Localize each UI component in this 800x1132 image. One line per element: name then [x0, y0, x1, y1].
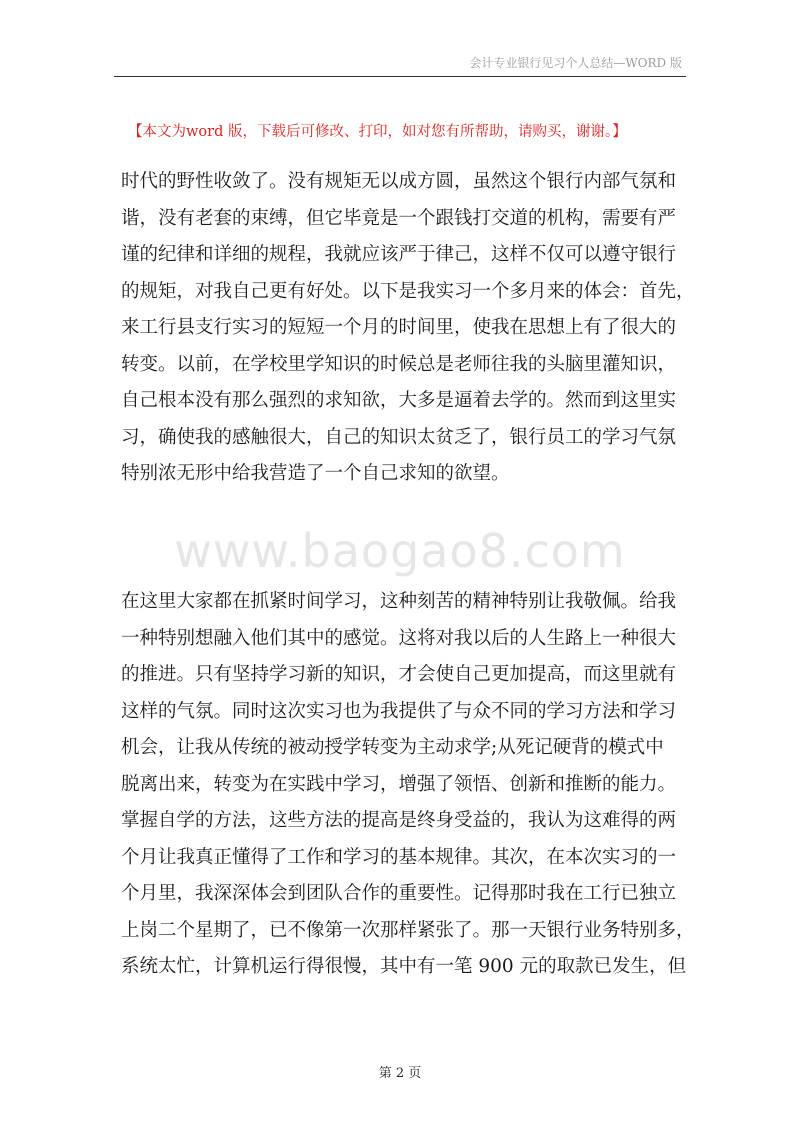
download-notice: 【本文为word 版，下载后可修改、打印，如对您有所帮助，请购买，谢谢。】: [128, 124, 627, 140]
text-line: 掌握自学的方法，这些方法的提高是终身受益的，我认为这难得的两: [121, 810, 677, 831]
text-line: 一种特别想融入他们其中的感觉。这将对我以后的人生路上一种很大: [121, 627, 677, 649]
running-header: 会计专业银行见习个人总结—WORD 版: [469, 56, 682, 70]
watermark: www.baogao8.com: [174, 524, 626, 578]
text-line: 谨的纪律和详细的规程，我就应该严于律己，这样不仅可以遵守银行: [121, 244, 677, 265]
text-line: 的推进。只有坚持学习新的知识，才会使自己更加提高，而这里就有: [121, 664, 677, 685]
text-line: 这样的气氛。同时这次实习也为我提供了与众不同的学习方法和学习: [121, 700, 677, 722]
body-paragraph-2: [121, 584, 695, 986]
text-line: 脱离出来，转变为在实践中学习，增强了领悟、创新和推断的能力。: [121, 773, 677, 795]
text-line: 自己根本没有那么强烈的求知欲，大多是逼着去学的。然而到这里实: [121, 390, 677, 411]
text-line: 的规矩，对我自己更有好处。以下是我实习一个多月来的体会：首先，: [121, 280, 695, 302]
text-line: 来工行县支行实习的短短一个月的时间里，使我在思想上有了很大的: [121, 317, 677, 338]
text-line: 机会，让我从传统的被动授学转变为主动求学;从死记硬背的模式中: [121, 737, 664, 758]
text-line: 个月里，我深深体会到团队合作的重要性。记得那时我在工行已独立: [121, 883, 677, 904]
text-line: 转变。以前，在学校里学知识的时候总是老师往我的头脑里灌知识，: [121, 353, 677, 375]
header-divider: [114, 76, 686, 77]
text-line: 谐，没有老套的束缚，但它毕竟是一个跟钱打交道的机构，需要有严: [121, 207, 677, 229]
text-line: 习，确使我的感触很大，自己的知识太贫乏了，银行员工的学习气氛: [121, 426, 677, 448]
body-paragraph-1: [121, 164, 695, 493]
text-line: 个月让我真正懂得了工作和学习的基本规律。其次，在本次实习的一: [121, 846, 677, 868]
text-line: 上岗二个星期了，已不像第一次那样紧张了。那一天银行业务特别多，: [121, 919, 695, 941]
text-line: 系统太忙，计算机运行得很慢，其中有一笔 900 元的取款已发生，但: [121, 956, 687, 977]
text-line: 在这里大家都在抓紧时间学习，这种刻苦的精神特别让我敬佩。给我: [121, 591, 677, 612]
page-number: 第 2 页: [378, 1066, 422, 1081]
text-line: 时代的野性收敛了。没有规矩无以成方圆，虽然这个银行内部气氛和: [121, 171, 677, 192]
text-line: 特别浓无形中给我营造了一个自己求知的欲望。: [121, 463, 510, 484]
